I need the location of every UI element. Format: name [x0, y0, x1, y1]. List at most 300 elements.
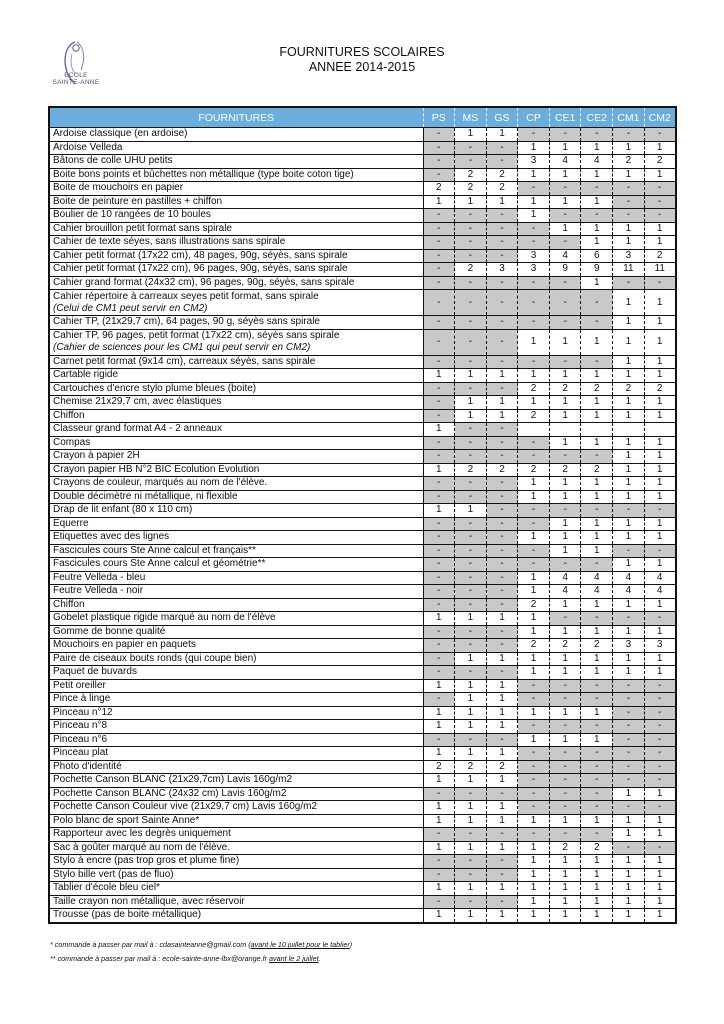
- quantity-cell-ms: 1: [455, 679, 487, 693]
- table-row: [49, 652, 676, 666]
- quantity-cell-ps: 1: [423, 814, 455, 828]
- quantity-cell-cp: 2: [518, 463, 550, 477]
- item-name: [49, 436, 423, 450]
- quantity-cell-gs: 2: [486, 168, 518, 182]
- column-header-cm2: CM2: [644, 107, 676, 128]
- quantity-cell-ce2: 1: [581, 814, 613, 828]
- quantity-cell-ps: -: [423, 639, 455, 653]
- quantity-cell-ms: -: [455, 639, 487, 653]
- item-label: Compas: [53, 436, 91, 448]
- item-name: [49, 222, 423, 236]
- quantity-cell-cp: -: [518, 693, 550, 707]
- quantity-cell-gs: -: [486, 571, 518, 585]
- quantity-cell-gs: 1: [486, 195, 518, 209]
- table-row: [49, 369, 676, 383]
- item-label: Polo blanc de sport Sainte Anne*: [53, 814, 200, 826]
- quantity-cell-cm1: -: [613, 195, 645, 209]
- item-name: [49, 760, 423, 774]
- quantity-cell-cp: 1: [518, 666, 550, 680]
- item-name: [49, 787, 423, 801]
- quantity-cell-ps: 1: [423, 747, 455, 761]
- item-label: Chiffon: [53, 598, 85, 610]
- quantity-cell-cp: 2: [518, 598, 550, 612]
- quantity-cell-cp: -: [518, 774, 550, 788]
- item-label: Cahier grand format (24x32 cm), 96 pages, 90g, séyès, sans spirale: [53, 276, 355, 288]
- quantity-cell-ce2: 1: [581, 544, 613, 558]
- quantity-cell-ce1: -: [549, 747, 581, 761]
- quantity-cell-cp: -: [518, 760, 550, 774]
- item-label: Gomme de bonne qualité: [53, 625, 166, 637]
- quantity-cell-cm2: 1: [644, 463, 676, 477]
- table-row: [49, 760, 676, 774]
- quantity-cell-ps: -: [423, 517, 455, 531]
- item-name: [49, 490, 423, 504]
- quantity-cell-cm2: 1: [644, 598, 676, 612]
- quantity-cell-cm1: 3: [613, 249, 645, 263]
- quantity-cell-ps: 1: [423, 612, 455, 626]
- quantity-cell-cp: 1: [518, 195, 550, 209]
- quantity-cell-gs: -: [486, 787, 518, 801]
- quantity-cell-ce2: -: [581, 316, 613, 330]
- quantity-cell-ce1: 1: [549, 168, 581, 182]
- item-name: [49, 517, 423, 531]
- quantity-cell-ce2: 1: [581, 895, 613, 909]
- table-row: [49, 396, 676, 410]
- quantity-cell-ce2: 4: [581, 571, 613, 585]
- page-subtitle: ANNEE 2014-2015: [308, 60, 416, 74]
- table-row: [49, 693, 676, 707]
- table-row: [49, 585, 676, 599]
- quantity-cell-cm1: -: [613, 720, 645, 734]
- table-row: [49, 423, 676, 437]
- item-name: [49, 382, 423, 396]
- quantity-cell-cp: -: [518, 236, 550, 250]
- quantity-cell-ce1: 1: [549, 195, 581, 209]
- quantity-cell-cp: 1: [518, 571, 550, 585]
- quantity-cell-gs: -: [486, 316, 518, 330]
- quantity-cell-cm2: 1: [644, 558, 676, 572]
- quantity-cell-cm2: 2: [644, 249, 676, 263]
- table-row: [49, 720, 676, 734]
- quantity-cell-ms: 2: [455, 760, 487, 774]
- item-name: [49, 598, 423, 612]
- column-header-ps: PS: [423, 107, 455, 128]
- quantity-cell-cp: -: [518, 517, 550, 531]
- quantity-cell-ce1: 1: [549, 895, 581, 909]
- quantity-cell-ps: -: [423, 490, 455, 504]
- quantity-cell-ce1: -: [549, 276, 581, 290]
- quantity-cell-ce1: -: [549, 774, 581, 788]
- quantity-cell-ce1: -: [549, 504, 581, 518]
- quantity-cell-cm1: -: [613, 760, 645, 774]
- item-name: [49, 263, 423, 277]
- quantity-cell-cm2: 1: [644, 814, 676, 828]
- item-label: Cahier petit format (17x22 cm), 48 pages, 90g, séyès, sans spirale: [53, 249, 348, 261]
- quantity-cell-ps: -: [423, 544, 455, 558]
- quantity-cell-gs: 1: [486, 706, 518, 720]
- quantity-cell-gs: 1: [486, 774, 518, 788]
- quantity-cell-ps: -: [423, 168, 455, 182]
- quantity-cell-cm1: 1: [613, 463, 645, 477]
- quantity-cell-cm1: 1: [613, 598, 645, 612]
- table-header-row: [49, 107, 676, 128]
- quantity-cell-ce1: 1: [549, 409, 581, 423]
- quantity-cell-ms: 1: [455, 396, 487, 410]
- quantity-cell-ce1: 2: [549, 382, 581, 396]
- quantity-cell-ce1: 2: [549, 841, 581, 855]
- quantity-cell-ps: -: [423, 733, 455, 747]
- quantity-cell-cp: -: [518, 720, 550, 734]
- quantity-cell-ce1: 1: [549, 868, 581, 882]
- quantity-cell-cp: 1: [518, 814, 550, 828]
- item-label: Petit oreiller: [53, 679, 106, 691]
- quantity-cell-ps: -: [423, 855, 455, 869]
- quantity-cell-gs: -: [486, 450, 518, 464]
- item-name: [49, 128, 423, 142]
- quantity-cell-ce2: 1: [581, 652, 613, 666]
- quantity-cell-ps: -: [423, 263, 455, 277]
- table-row: [49, 290, 676, 316]
- quantity-cell-ce1: -: [549, 355, 581, 369]
- item-name: [49, 423, 423, 437]
- quantity-cell-ce1: 1: [549, 909, 581, 923]
- quantity-cell-cm2: 1: [644, 141, 676, 155]
- column-header-gs: GS: [486, 107, 518, 128]
- quantity-cell-ms: 1: [455, 747, 487, 761]
- quantity-cell-ce1: 1: [549, 490, 581, 504]
- item-label: Boite de mouchoirs en papier: [53, 182, 184, 194]
- quantity-cell-cp: 2: [518, 409, 550, 423]
- item-label: Sac à goûter marqué au nom de l'élève.: [53, 841, 231, 853]
- item-label: Cahier TP, 96 pages, petit format (17x22 cm), séyès sans spirale: [53, 330, 340, 341]
- quantity-cell-cp: 1: [518, 612, 550, 626]
- quantity-cell-cm1: 1: [613, 909, 645, 923]
- quantity-cell-ce2: -: [581, 774, 613, 788]
- quantity-cell-ce1: 1: [549, 544, 581, 558]
- table-row: [49, 355, 676, 369]
- quantity-cell-ce2: 1: [581, 882, 613, 896]
- quantity-cell-ps: 1: [423, 882, 455, 896]
- quantity-cell-cm2: 1: [644, 909, 676, 923]
- quantity-cell-ps: -: [423, 666, 455, 680]
- quantity-cell-cm1: 2: [613, 382, 645, 396]
- quantity-cell-cp: 3: [518, 155, 550, 169]
- quantity-cell-ms: 1: [455, 774, 487, 788]
- quantity-cell-cm1: 1: [613, 855, 645, 869]
- quantity-cell-ce1: 1: [549, 477, 581, 491]
- table-row: [49, 504, 676, 518]
- table-row: [49, 276, 676, 290]
- quantity-cell-ce2: 1: [581, 706, 613, 720]
- quantity-cell-ce1: 1: [549, 598, 581, 612]
- quantity-cell-ps: 1: [423, 679, 455, 693]
- quantity-cell-ps: -: [423, 329, 455, 355]
- table-row: [49, 855, 676, 869]
- item-label: Cahier TP, (21x29,7 cm), 64 pages, 90 g, séyès sans spirale: [53, 316, 320, 328]
- quantity-cell-ps: -: [423, 571, 455, 585]
- quantity-cell-gs: -: [486, 531, 518, 545]
- quantity-cell-cp: -: [518, 182, 550, 196]
- quantity-cell-ps: -: [423, 382, 455, 396]
- quantity-cell-gs: -: [486, 141, 518, 155]
- table-row: [49, 895, 676, 909]
- quantity-cell-cp: 1: [518, 490, 550, 504]
- quantity-cell-gs: -: [486, 490, 518, 504]
- quantity-cell-gs: -: [486, 504, 518, 518]
- quantity-cell-ms: 2: [455, 463, 487, 477]
- quantity-cell-cm2: 1: [644, 355, 676, 369]
- quantity-cell-cp: -: [518, 128, 550, 142]
- quantity-cell-cm2: 1: [644, 531, 676, 545]
- quantity-cell-ms: -: [455, 236, 487, 250]
- item-label: Pinceau n°12: [53, 706, 113, 718]
- quantity-cell-cp: 1: [518, 141, 550, 155]
- quantity-cell-cp: 1: [518, 209, 550, 223]
- quantity-cell-cm2: 1: [644, 168, 676, 182]
- table-row: [49, 436, 676, 450]
- quantity-cell-ms: 1: [455, 801, 487, 815]
- quantity-cell-ms: 1: [455, 706, 487, 720]
- quantity-cell-ce2: -: [581, 355, 613, 369]
- item-name: [49, 814, 423, 828]
- quantity-cell-cm2: -: [644, 747, 676, 761]
- quantity-cell-ce2: -: [581, 693, 613, 707]
- item-name: [49, 369, 423, 383]
- footnote-2-deadline: avant le 2 juillet: [269, 954, 319, 963]
- item-label: Taille crayon non métallique, avec réservoir: [53, 895, 245, 907]
- quantity-cell-cm1: 1: [613, 329, 645, 355]
- quantity-cell-cm1: 3: [613, 639, 645, 653]
- item-name: [49, 236, 423, 250]
- quantity-cell-cm2: 2: [644, 155, 676, 169]
- quantity-cell-ms: -: [455, 450, 487, 464]
- quantity-cell-cm1: 1: [613, 625, 645, 639]
- quantity-cell-cm2: -: [644, 276, 676, 290]
- quantity-cell-ms: 1: [455, 652, 487, 666]
- item-label: Pochette Canson Couleur vive (21x29,7 cm) Lavis 160g/m2: [53, 801, 318, 813]
- item-name: [49, 774, 423, 788]
- item-name: [49, 652, 423, 666]
- item-name: [49, 720, 423, 734]
- quantity-cell-cp: -: [518, 222, 550, 236]
- quantity-cell-cm1: 1: [613, 814, 645, 828]
- quantity-cell-gs: -: [486, 517, 518, 531]
- table-row: [49, 666, 676, 680]
- quantity-cell-ms: -: [455, 141, 487, 155]
- table-row: [49, 168, 676, 182]
- footnote-2-end: .: [318, 954, 321, 963]
- column-header-ce2: CE2: [581, 107, 613, 128]
- quantity-cell-cm2: -: [644, 706, 676, 720]
- quantity-cell-ce2: 1: [581, 436, 613, 450]
- quantity-cell-cm1: -: [613, 801, 645, 815]
- quantity-cell-ms: -: [455, 544, 487, 558]
- quantity-cell-cm2: 1: [644, 436, 676, 450]
- quantity-cell-ms: -: [455, 155, 487, 169]
- quantity-cell-cm2: 1: [644, 222, 676, 236]
- footnote-2-text: ** commande à passer par mail à : ecole-sainte-anne-lbx@orange.fr: [50, 954, 270, 963]
- quantity-cell-ce1: -: [549, 290, 581, 316]
- quantity-cell-cm2: 1: [644, 236, 676, 250]
- item-label: Chiffon: [53, 409, 85, 421]
- quantity-cell-ms: -: [455, 585, 487, 599]
- item-label: Boulier de 10 rangées de 10 boules: [53, 209, 211, 221]
- quantity-cell-ce1: -: [549, 720, 581, 734]
- quantity-cell-cm2: 1: [644, 450, 676, 464]
- quantity-cell-gs: 1: [486, 720, 518, 734]
- quantity-cell-ce1: -: [549, 828, 581, 842]
- item-name: [49, 182, 423, 196]
- item-name: [49, 868, 423, 882]
- quantity-cell-ce1: -: [549, 801, 581, 815]
- item-label: Trousse (pas de boite métallique): [53, 909, 202, 921]
- quantity-cell-cm1: 1: [613, 369, 645, 383]
- table-body: [49, 128, 676, 923]
- table-row: [49, 382, 676, 396]
- item-label: Ardoise classique (en ardoise): [53, 128, 188, 140]
- quantity-cell-ce2: -: [581, 182, 613, 196]
- quantity-cell-gs: -: [486, 666, 518, 680]
- column-header-ce1: CE1: [549, 107, 581, 128]
- item-name: [49, 585, 423, 599]
- table-row: [49, 544, 676, 558]
- item-label: Chemise 21x29,7 cm, avec élastiques: [53, 396, 222, 408]
- quantity-cell-ms: 1: [455, 841, 487, 855]
- quantity-cell-ce1: 1: [549, 733, 581, 747]
- quantity-cell-ce2: 1: [581, 222, 613, 236]
- item-label: Boite bons points et bûchettes non métallique (type boite coton tige): [53, 168, 354, 180]
- quantity-cell-ce1: -: [549, 236, 581, 250]
- quantity-cell-gs: -: [486, 868, 518, 882]
- supplies-table: [48, 106, 677, 924]
- quantity-cell-ms: -: [455, 329, 487, 355]
- quantity-cell-cm1: -: [613, 693, 645, 707]
- quantity-cell-ps: -: [423, 209, 455, 223]
- quantity-cell-cm2: 1: [644, 517, 676, 531]
- quantity-cell-gs: -: [486, 423, 518, 437]
- quantity-cell-cp: 1: [518, 329, 550, 355]
- quantity-cell-cp: -: [518, 290, 550, 316]
- quantity-cell-gs: 1: [486, 128, 518, 142]
- quantity-cell-cm1: [613, 423, 645, 437]
- quantity-cell-ms: -: [455, 895, 487, 909]
- quantity-cell-cp: -: [518, 450, 550, 464]
- quantity-cell-cm2: -: [644, 720, 676, 734]
- table-row: [49, 409, 676, 423]
- quantity-cell-gs: -: [486, 249, 518, 263]
- item-label: Pinceau n°6: [53, 733, 108, 745]
- quantity-cell-ms: -: [455, 209, 487, 223]
- quantity-cell-cp: -: [518, 276, 550, 290]
- quantity-cell-ce2: 1: [581, 733, 613, 747]
- quantity-cell-ce2: 2: [581, 463, 613, 477]
- quantity-cell-ce1: 1: [549, 141, 581, 155]
- quantity-cell-ce1: -: [549, 760, 581, 774]
- quantity-cell-gs: -: [486, 290, 518, 316]
- quantity-cell-gs: 1: [486, 612, 518, 626]
- quantity-cell-ce2: 6: [581, 249, 613, 263]
- quantity-cell-ps: -: [423, 396, 455, 410]
- quantity-cell-cm1: 1: [613, 222, 645, 236]
- item-label: Crayon à papier 2H: [53, 450, 140, 462]
- quantity-cell-gs: 1: [486, 909, 518, 923]
- quantity-cell-ms: -: [455, 517, 487, 531]
- quantity-cell-ce1: -: [549, 787, 581, 801]
- item-name: [49, 693, 423, 707]
- item-name: [49, 679, 423, 693]
- quantity-cell-cm1: 4: [613, 571, 645, 585]
- quantity-cell-ce1: 1: [549, 531, 581, 545]
- quantity-cell-ce1: 1: [549, 329, 581, 355]
- quantity-cell-cm1: 1: [613, 168, 645, 182]
- quantity-cell-ms: -: [455, 222, 487, 236]
- quantity-cell-ce2: 1: [581, 625, 613, 639]
- table-row: [49, 517, 676, 531]
- quantity-cell-cm1: -: [613, 841, 645, 855]
- quantity-cell-cm1: -: [613, 774, 645, 788]
- item-label: Classeur grand format A4 - 2 anneaux: [53, 423, 222, 435]
- quantity-cell-cp: -: [518, 679, 550, 693]
- quantity-cell-ms: -: [455, 316, 487, 330]
- quantity-cell-ms: -: [455, 249, 487, 263]
- item-label: Crayons de couleur, marqués au nom de l'élève.: [53, 477, 268, 489]
- quantity-cell-cm1: -: [613, 747, 645, 761]
- quantity-cell-cp: 3: [518, 263, 550, 277]
- table-row: [49, 706, 676, 720]
- item-name: [49, 558, 423, 572]
- table-row: [49, 868, 676, 882]
- quantity-cell-ms: -: [455, 276, 487, 290]
- item-label: Rapporteur avec les degrès uniquement: [53, 828, 231, 840]
- quantity-cell-ce2: -: [581, 209, 613, 223]
- quantity-cell-cp: -: [518, 436, 550, 450]
- table-row: [49, 558, 676, 572]
- quantity-cell-ps: -: [423, 558, 455, 572]
- quantity-cell-ce2: -: [581, 801, 613, 815]
- quantity-cell-ce1: -: [549, 316, 581, 330]
- quantity-cell-ms: -: [455, 290, 487, 316]
- footnote-1-deadline: avant le 10 juillet pour le tablier: [250, 940, 350, 949]
- quantity-cell-ce2: 1: [581, 329, 613, 355]
- footnote-1-text: * commande à passer par mail à : cdasainteanne@gmail.com (: [50, 940, 251, 949]
- quantity-cell-ps: 1: [423, 774, 455, 788]
- quantity-cell-cm2: -: [644, 733, 676, 747]
- quantity-cell-ms: -: [455, 733, 487, 747]
- quantity-cell-cm2: -: [644, 801, 676, 815]
- quantity-cell-ce1: 4: [549, 585, 581, 599]
- quantity-cell-ce2: -: [581, 760, 613, 774]
- quantity-cell-ce2: 1: [581, 396, 613, 410]
- item-name: [49, 409, 423, 423]
- quantity-cell-ce1: 1: [549, 436, 581, 450]
- quantity-cell-ce2: 2: [581, 841, 613, 855]
- quantity-cell-ce2: 1: [581, 598, 613, 612]
- quantity-cell-cp: 1: [518, 477, 550, 491]
- item-label: Fascicules cours Ste Anne calcul et français**: [53, 544, 256, 556]
- quantity-cell-gs: -: [486, 276, 518, 290]
- table-row: [49, 571, 676, 585]
- quantity-cell-cp: -: [518, 558, 550, 572]
- quantity-cell-cm1: 1: [613, 882, 645, 896]
- quantity-cell-cp: 1: [518, 868, 550, 882]
- quantity-cell-cp: 1: [518, 855, 550, 869]
- quantity-cell-gs: -: [486, 558, 518, 572]
- quantity-cell-ms: 1: [455, 693, 487, 707]
- quantity-cell-cm2: 1: [644, 787, 676, 801]
- quantity-cell-cm2: -: [644, 693, 676, 707]
- quantity-cell-cm2: 1: [644, 490, 676, 504]
- item-name: [49, 290, 423, 316]
